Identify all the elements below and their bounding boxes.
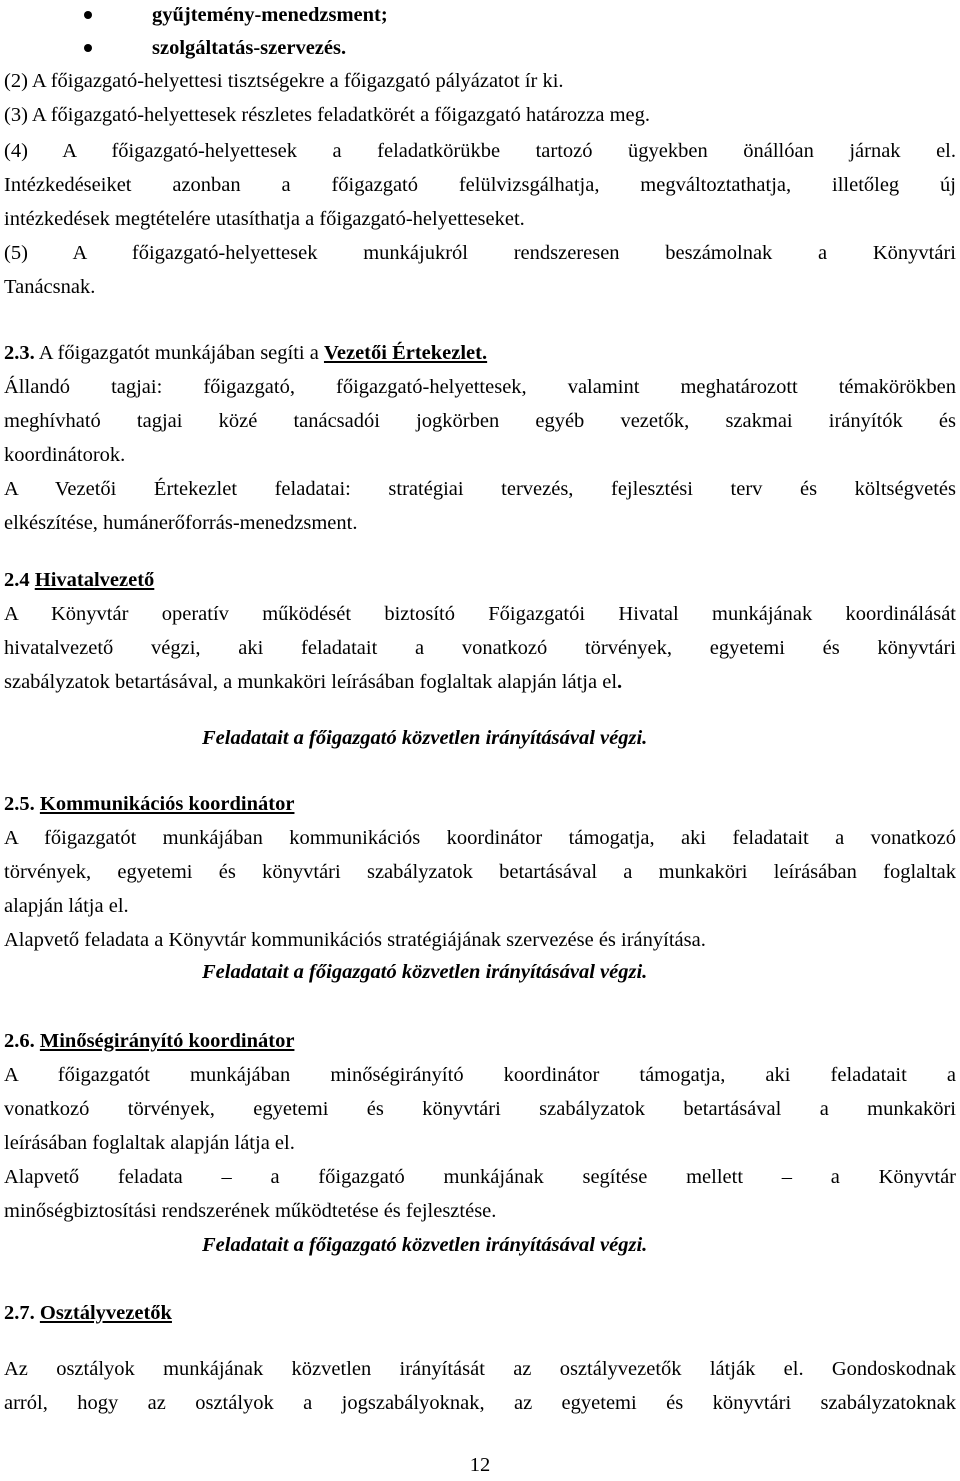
- section-2-5-title: Kommunikációs koordinátor: [39, 793, 295, 815]
- section-2-5-line4: Alapvető feladata a Könyvtár kommunikációs stratégiájának szervezése és irányítása.: [4, 929, 706, 951]
- section-2-5-line1: A főigazgatót munkájában kommunikációs koordinátor támogatja, aki feladatait a vonatkozó: [4, 827, 956, 849]
- section-2-3-number: 2.3.: [4, 342, 35, 364]
- section-2-6-italic-note: Feladatait a főigazgató közvetlen irányításával végzi.: [202, 1234, 648, 1256]
- paragraph-2-2-5-line1: (5) A főigazgató-helyettesek munkájukról rendszeresen beszámolnak a Könyvtári: [4, 242, 956, 264]
- section-2-3-p2-line1: A Vezetői Értekezlet feladatai: stratégiai tervezés, fejlesztési terv és költségvetés: [4, 478, 956, 500]
- section-2-4-line2: hivatalvezető végzi, aki feladatait a vonatkozó törvények, egyetemi és könyvtári: [4, 637, 956, 659]
- section-2-3-p2-line2: elkészítése, humánerőforrás-menedzsment.: [4, 512, 358, 534]
- section-2-7-number: 2.7.: [4, 1302, 40, 1324]
- section-2-6-number: 2.6.: [4, 1030, 40, 1052]
- section-2-6-heading: [4, 1024, 956, 1058]
- section-2-4-line3-text: szabályzatok betartásával, a munkaköri leírásában foglaltak alapján látja el: [4, 671, 618, 693]
- section-2-4-line3: [4, 665, 956, 699]
- section-2-6-line2: vonatkozó törvények, egyetemi és könyvtári szabályzatok betartásával a munkaköri: [4, 1098, 956, 1120]
- section-2-5-italic-note: Feladatait a főigazgató közvetlen irányításával végzi.: [202, 961, 648, 983]
- paragraph-2-2-4-line1: (4) A főigazgató-helyettesek a feladatkörükbe tartozó ügyekben önállóan járnak el.: [4, 140, 956, 162]
- section-2-5-line3: alapján látja el.: [4, 895, 129, 917]
- section-2-5-line2: törvények, egyetemi és könyvtári szabályzatok betartásával a munkaköri leírásában foglaltak: [4, 861, 956, 883]
- section-2-5-heading: [4, 787, 956, 821]
- section-2-4-title: Hivatalvezető: [34, 569, 155, 591]
- section-2-3-intro: A főigazgatót munkájában segíti a: [34, 342, 324, 364]
- section-2-4-italic-note: Feladatait a főigazgató közvetlen irányításával végzi.: [202, 727, 648, 749]
- bullet-item-2: szolgáltatás-szervezés.: [152, 37, 347, 59]
- section-2-6-line5: minőségbiztosítási rendszerének működtetése és fejlesztése.: [4, 1200, 497, 1222]
- section-2-4-heading: [4, 563, 956, 597]
- bullet-item-1: gyűjtemény-menedzsment;: [152, 4, 388, 26]
- section-2-3-p1-line2: meghívható tagjai közé tanácsadói jogkörben egyéb vezetők, szakmai irányítók és: [4, 410, 956, 432]
- section-2-5-number: 2.5.: [4, 793, 40, 815]
- paragraph-2-2-4-line2: Intézkedéseiket azonban a főigazgató felülvizsgálhatja, megváltoztathatja, illetőleg új: [4, 174, 956, 196]
- section-2-3-p1-line3: koordinátorok.: [4, 444, 126, 466]
- section-2-6-line1: A főigazgatót munkájában minőségirányító koordinátor támogatja, aki feladatait a: [4, 1064, 956, 1086]
- section-2-7-heading: [4, 1296, 956, 1330]
- paragraph-2-2-3: (3) A főigazgató-helyettesek részletes feladatkörét a főigazgató határozza meg.: [4, 104, 651, 126]
- paragraph-2-2-2: (2) A főigazgató-helyettesi tisztségekre a főigazgató pályázatot ír ki.: [4, 70, 564, 92]
- section-2-7-title: Osztályvezetők: [39, 1302, 172, 1324]
- paragraph-2-2-5-line2: Tanácsnak.: [4, 276, 96, 298]
- section-2-4-number: 2.4: [4, 569, 35, 591]
- bullet-dot-1: [84, 11, 92, 19]
- section-2-3-heading: [4, 336, 956, 370]
- section-2-4-line1: A Könyvtár operatív működését biztosító Főigazgatói Hivatal munkájának koordinálását: [4, 603, 956, 625]
- section-2-7-line1: Az osztályok munkájának közvetlen irányítását az osztályvezetők látják el. Gondoskodnak: [4, 1358, 956, 1380]
- page-number: 12: [469, 1454, 491, 1476]
- paragraph-2-2-4-line3: intézkedések megtételére utasíthatja a főigazgató-helyetteseket.: [4, 208, 525, 230]
- section-2-7-line2: arról, hogy az osztályok a jogszabályoknak, az egyetemi és könyvtári szabályzatoknak: [4, 1392, 956, 1414]
- section-2-3-p1-line1: Állandó tagjai: főigazgató, főigazgató-helyettesek, valamint meghatározott témakörökben: [4, 376, 956, 398]
- section-2-6-line4: Alapvető feladata – a főigazgató munkájának segítése mellett – a Könyvtár: [4, 1166, 956, 1188]
- bullet-dot-2: [84, 44, 92, 52]
- section-2-6-line3: leírásában foglaltak alapján látja el.: [4, 1132, 295, 1154]
- section-2-6-title: Minőségirányító koordinátor: [39, 1030, 295, 1052]
- section-2-4-line3-end: .: [617, 671, 623, 693]
- section-2-3-title: Vezetői Értekezlet.: [323, 342, 488, 364]
